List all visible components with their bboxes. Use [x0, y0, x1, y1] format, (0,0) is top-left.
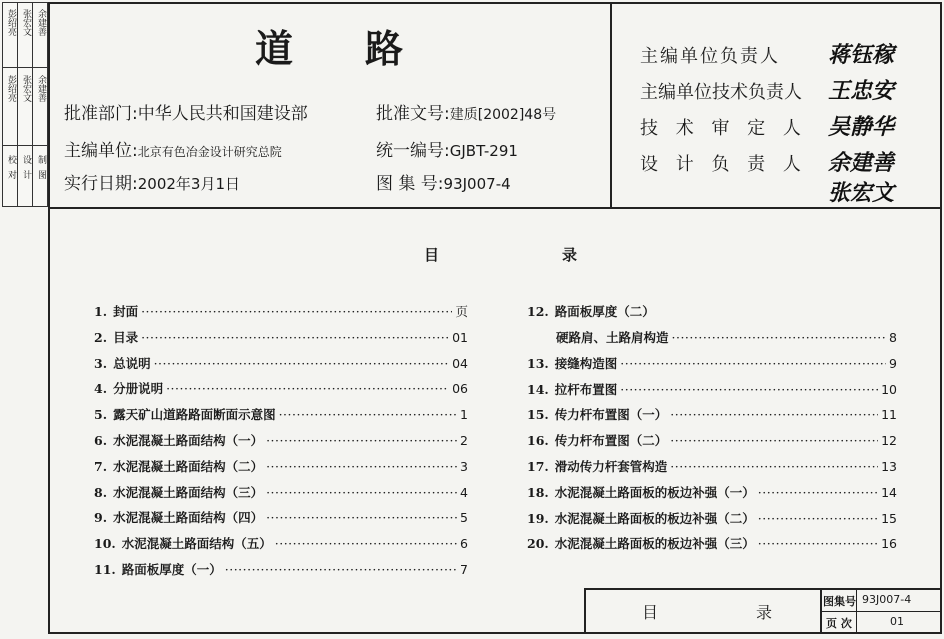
toc-item-title: 滑动传力杆套管构造	[554, 459, 668, 474]
toc-item	[527, 380, 897, 398]
toc-item-number: 19.	[527, 510, 549, 526]
toc-item-page: 15	[881, 510, 897, 526]
role-tech-chief: 主编单位技术负责人	[640, 82, 802, 103]
toc-heading-left: 目	[424, 246, 440, 264]
signature: 张宏文	[828, 180, 895, 206]
toc-item-number: 16.	[527, 433, 549, 449]
toc-item	[527, 431, 897, 449]
role-design-lead: 设 计 负 责 人	[640, 154, 807, 175]
leader-dots	[266, 459, 457, 474]
toc-item-number: 3.	[94, 355, 108, 371]
toc-item-number: 1.	[94, 304, 108, 319]
leader-dots	[266, 433, 457, 448]
leader-dots	[670, 459, 878, 474]
toc-item-title: 目录	[113, 329, 139, 345]
toc-item-number: 15.	[527, 407, 549, 423]
toc-item-page: 01	[452, 329, 468, 345]
strip-name: 余建善	[36, 9, 46, 36]
toc-item	[527, 483, 897, 501]
toc-item	[94, 328, 468, 346]
toc-item-title: 拉杆布置图	[554, 381, 618, 397]
toc-item-page: 06	[452, 381, 468, 397]
toc-item-number: 17.	[527, 459, 549, 474]
toc-item-page: 04	[452, 355, 468, 371]
toc-item-title: 传力杆布置图（一）	[554, 407, 668, 423]
strip-name: 张宏文	[21, 75, 31, 102]
page-value: 01	[890, 615, 904, 628]
approve-dept: 批准部门:中华人民共和国建设部	[64, 104, 308, 124]
drawing-frame	[48, 2, 942, 634]
toc-item	[94, 379, 468, 397]
toc-item-page: 14	[881, 484, 897, 500]
toc-item-page: 3	[460, 458, 468, 474]
toc-item-page: 10	[881, 381, 897, 397]
strip-name: 张宏文	[21, 9, 31, 36]
atlas-value: 93J007-4	[862, 593, 912, 606]
toc-item-title: 水泥混凝土路面结构（三）	[113, 484, 264, 500]
signature: 吴静华	[828, 114, 895, 140]
toc-item-number: 4.	[94, 381, 108, 397]
toc-item-number: 20.	[527, 536, 549, 552]
toc-item-number: 8.	[94, 484, 108, 500]
toc-item-number: 18.	[527, 484, 549, 500]
toc-item-title: 路面板厚度（一）	[121, 562, 222, 577]
toc-item-title: 分册说明	[113, 381, 164, 397]
toc-item-number: 9.	[94, 510, 108, 526]
toc-item-title: 传力杆布置图（二）	[554, 433, 668, 449]
toc-item-title: 硬路肩、土路肩构造	[556, 330, 669, 345]
impl-date: 实行日期:2002年3月1日	[64, 174, 240, 194]
toc-item-page: 5	[460, 510, 468, 526]
toc-item	[94, 354, 468, 372]
toc-heading-right: 录	[562, 246, 578, 264]
toc-item-title: 水泥混凝土路面板的板边补强（二）	[554, 510, 755, 526]
strip-role: 制图	[36, 155, 46, 185]
toc-item	[94, 405, 468, 423]
toc-item	[94, 431, 468, 449]
toc-item-page: 8	[889, 330, 897, 345]
strip-role: 校对	[6, 155, 16, 185]
strip-name: 彭绍亮	[6, 9, 16, 36]
toc-item-number: 13.	[527, 355, 549, 371]
toc-item-page: 11	[881, 407, 897, 423]
toc-item-page: 页	[455, 304, 468, 319]
atlas-number: 图 集 号:93J007-4	[376, 174, 511, 194]
toc-item-title: 水泥混凝土路面结构（四）	[113, 510, 264, 526]
toc-item	[94, 483, 468, 501]
leader-dots	[141, 304, 452, 319]
toc-item	[527, 328, 897, 346]
leader-dots	[275, 536, 457, 551]
page-label: 页 次	[826, 617, 852, 630]
toc-item-page: 12	[881, 433, 897, 449]
toc-item-title: 露天矿山道路路面断面示意图	[113, 407, 276, 423]
toc-item	[94, 534, 468, 552]
toc-item-page: 2	[460, 433, 468, 448]
page-title: 道路	[255, 27, 476, 71]
leader-dots	[758, 511, 878, 526]
title-block	[584, 588, 940, 632]
toc-item-title: 总说明	[113, 355, 151, 371]
signature: 王忠安	[828, 78, 895, 104]
toc-item-title: 水泥混凝土路面板的板边补强（一）	[554, 484, 755, 500]
leader-dots	[620, 356, 886, 371]
toc-item	[527, 405, 897, 423]
toc-item-number: 11.	[94, 562, 116, 577]
leader-dots	[266, 510, 457, 525]
signature: 蒋钰稼	[828, 42, 895, 68]
leader-dots	[141, 330, 449, 345]
toc-item-title: 封面	[113, 304, 139, 319]
toc-item-page: 6	[460, 536, 468, 552]
toc-item	[94, 302, 468, 320]
toc-item	[527, 457, 897, 475]
toc-item-title: 水泥混凝土路面板的板边补强（三）	[554, 536, 755, 552]
toc-item	[527, 354, 897, 372]
toc-item-page: 16	[881, 536, 897, 552]
strip-role: 设计	[21, 155, 31, 185]
toc-item-title: 水泥混凝土路面结构（五）	[121, 536, 272, 552]
toc-item-number: 2.	[94, 329, 108, 345]
toc-item	[94, 560, 468, 578]
header-info	[50, 4, 612, 207]
leader-dots	[672, 330, 887, 345]
header-block	[50, 4, 940, 209]
toc-item	[527, 509, 897, 527]
toc-item-page: 7	[460, 562, 468, 577]
toc-item-number: 6.	[94, 433, 108, 448]
toc-item-title: 水泥混凝土路面结构（一）	[113, 433, 264, 448]
leader-dots	[620, 382, 878, 397]
role-chief-unit: 主编单位负责人	[640, 46, 780, 67]
leader-dots	[670, 407, 878, 422]
toc-item: 12. 路面板厚度（二）	[527, 304, 655, 319]
unified-number: 统一编号:GJBT-291	[376, 141, 518, 161]
toc-item-title: 接缝构造图	[554, 355, 618, 371]
signature: 余建善	[828, 150, 895, 176]
approve-doc: 批准文号:建质[2002]48号	[376, 104, 557, 124]
leader-dots	[225, 562, 457, 577]
atlas-label: 图集号	[823, 595, 856, 608]
leader-dots	[166, 381, 449, 396]
toc-item	[527, 534, 897, 552]
leader-dots	[758, 485, 878, 500]
toc-item-number: 14.	[527, 381, 549, 397]
leader-dots	[279, 407, 457, 422]
title-block-name-left: 目	[642, 603, 659, 622]
toc-item-page: 4	[460, 484, 468, 500]
toc-item	[94, 457, 468, 475]
title-block-name-right: 录	[756, 603, 773, 622]
leader-dots	[758, 536, 878, 551]
leader-dots	[154, 356, 450, 371]
editor-unit: 主编单位:北京有色冶金设计研究总院	[64, 141, 282, 161]
leader-dots	[266, 485, 457, 500]
strip-name: 余建善	[36, 75, 46, 102]
toc-item-number: 5.	[94, 407, 108, 423]
strip-name: 彭绍亮	[6, 75, 16, 102]
toc-item-page: 13	[881, 459, 897, 474]
leader-dots	[670, 433, 878, 448]
toc-item-number: 10.	[94, 536, 116, 552]
toc-item-number: 7.	[94, 458, 108, 474]
signature-strip	[2, 2, 48, 207]
toc-item-page: 1	[460, 407, 468, 423]
role-reviewer: 技 术 审 定 人	[640, 118, 807, 139]
toc-item-page: 9	[889, 355, 897, 371]
toc-item	[94, 508, 468, 526]
toc-item-title: 水泥混凝土路面结构（二）	[113, 458, 264, 474]
